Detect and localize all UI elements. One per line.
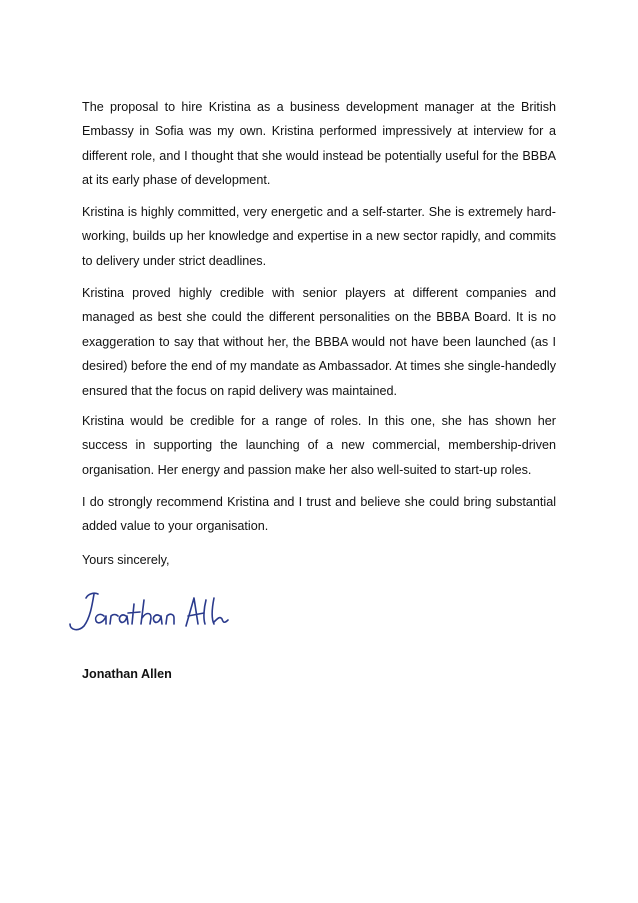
closing-salutation: Yours sincerely,	[82, 553, 170, 567]
paragraph-proposal: The proposal to hire Kristina as a business development manager at the British Embassy in Sofia was my own. Kristina performed impressively at interview for a different role, and I thought that she would instead be potentially useful for the BBBA at its early phase of development.	[82, 100, 556, 188]
paragraph-roles: Kristina would be credible for a range of roles. In this one, she has shown her success in supporting the launching of a new commercial, membership-driven organisation. Her energy and passion make her also well-suited to start-up roles.	[82, 414, 556, 477]
paragraph-credibility: Kristina proved highly credible with senior players at different companies and managed as best she could the different personalities on the BBBA Board. It is no exaggeration to say that without her, the BBBA would not have been launched (as I desired) before the end of my mandate as Ambassador. At times she single-handedly ensured that the focus on rapid delivery was maintained.	[82, 286, 556, 398]
handwritten-signature	[64, 586, 234, 640]
paragraph-commitment: Kristina is highly committed, very energetic and a self-starter. She is extremely hard-working, builds up her knowledge and expertise in a new sector rapidly, and commits to delivery under strict deadlines.	[82, 205, 556, 268]
paragraph-recommendation: I do strongly recommend Kristina and I trust and believe she could bring substantial added value to your organisation.	[82, 495, 556, 534]
signer-name: Jonathan Allen	[82, 667, 172, 681]
